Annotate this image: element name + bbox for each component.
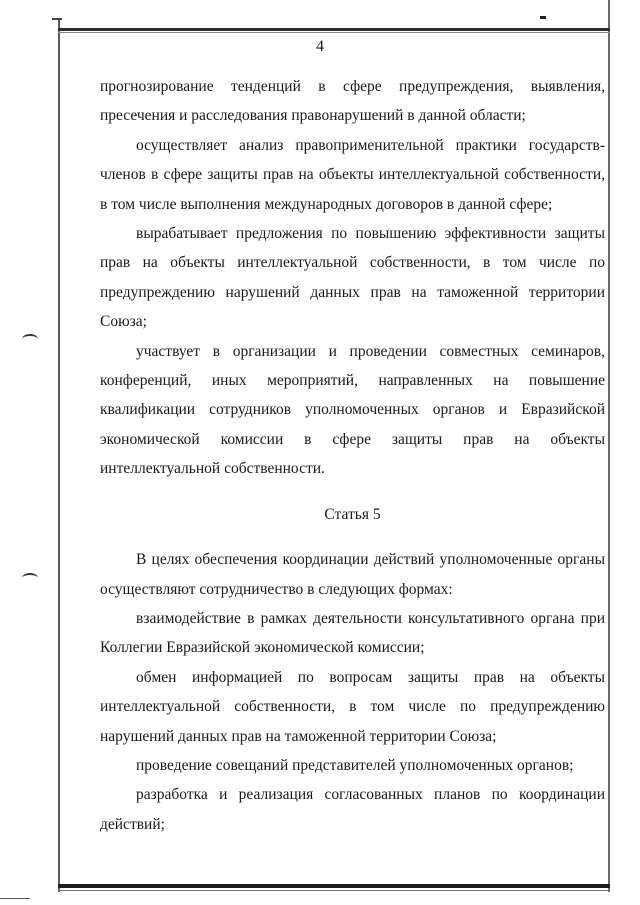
- body-paragraph: обмен информацией по вопросам защиты прав на объекты интеллектуальной собственности, в том числе по предупреждению нарушений данных прав на таможенной территории Союза;: [100, 668, 605, 745]
- body-paragraph: В целях обеспечения координации действий уполномоченные органы осуществляют сотрудничество в следующих формах:: [100, 551, 605, 598]
- body-paragraph: прогнозирование тенденций в сфере предупреждения, выявления, пресечения и расследования правонарушений в данной области;: [100, 78, 605, 125]
- scan-border-right: [608, 0, 610, 892]
- scan-edge-mark: [0, 898, 30, 899]
- body-paragraph: разработка и реализация согласованных планов по координации действий;: [100, 786, 605, 833]
- scan-speck: [540, 16, 546, 19]
- binding-hole-mark: [22, 334, 38, 344]
- scan-border-top: [58, 28, 610, 31]
- body-paragraph: проведение совещаний представителей уполномоченных органов;: [136, 756, 574, 774]
- body-paragraph: участвует в организации и проведении совместных семинаров, конференций, иных мероприятий, направленных на повышение квалификации сотрудников уполномоченных органов и Евразийской экономической комиссии в сфере защиты прав на объекты интеллектуальной собственности.: [100, 342, 605, 478]
- binding-hole-mark: [22, 573, 38, 583]
- scan-border-left: [58, 20, 60, 892]
- scan-border-top-inner: [58, 32, 610, 33]
- corner-mark: [52, 18, 62, 20]
- document-body: [100, 72, 605, 839]
- page-number: 4: [316, 38, 324, 55]
- body-paragraph: взаимодействие в рамках деятельности консультативного органа при Коллегии Евразийской экономической комиссии;: [100, 609, 605, 657]
- body-paragraph: осуществляет анализ правоприменительной практики государств-членов в сфере защиты прав на объекты интеллектуальной собственности, в том числе выполнения международных договоров в данной сфере;: [100, 136, 605, 213]
- body-paragraph: вырабатывает предложения по повышению эффективности защиты прав на объекты интеллектуальной собственности, в том числе по предупреждению нарушений данных прав на таможенной территории Союза;: [100, 225, 605, 331]
- scan-border-bottom-inner: [58, 890, 610, 891]
- scan-border-bottom: [58, 884, 610, 888]
- article-heading: Статья 5: [324, 505, 381, 523]
